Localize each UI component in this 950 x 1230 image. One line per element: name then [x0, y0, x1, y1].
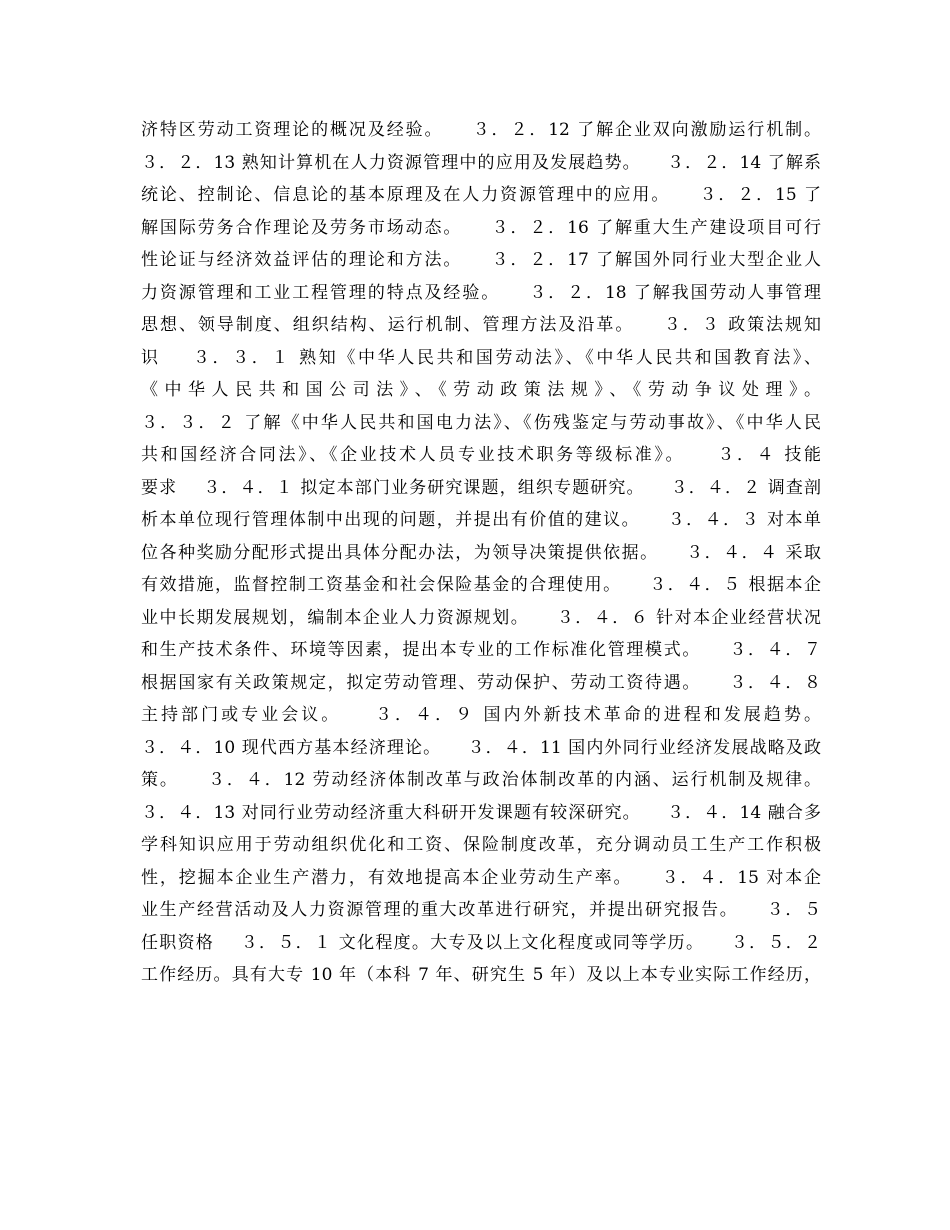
body-text [141, 114, 821, 992]
text-line: ３．４．10 现代西方基本经济理论。 ３．４．11 国内外同行业经济发展战略及政 [141, 737, 821, 758]
text-line: 析本单位现行管理体制中出现的问题，并提出有价值的建议。 ３．４．３ 对本单 [141, 510, 821, 530]
text-line: 性论证与经济效益评估的理论和方法。 ３．２．17 了解国外同行业大型企业人 [141, 250, 821, 270]
text-line: 业中长期发展规划，编制本企业人力资源规划。 ３．４．６ 针对本企业经营状况 [141, 607, 821, 628]
text-line: 有效措施，监督控制工资基金和社会保险基金的合理使用。 ３．４．５ 根据本企 [141, 575, 821, 595]
text-line: 思想、领导制度、组织结构、运行机制、管理方法及沿革。 ３．３ 政策法规知 [141, 315, 821, 335]
text-line: 工作经历。具有大专 10 年（本科 7 年、研究生 5 年）及以上本专业实际工作经历， [141, 965, 821, 985]
text-line: 主持部门或专业会议。 ３．４．９ 国内外新技术革命的进程和发展趋势。 [141, 705, 821, 725]
text-line: ３．３．２ 了解《中华人民共和国电力法》、《伤残鉴定与劳动事故》、《中华人民 [141, 412, 821, 433]
text-line: 任职资格 ３．５．１ 文化程度。大专及以上文化程度或同等学历。 ３．５．２ [141, 932, 821, 953]
text-line: 统论、控制论、信息论的基本原理及在人力资源管理中的应用。 ３．２．15 了 [141, 185, 821, 205]
text-line: 和生产技术条件、环境等因素，提出本专业的工作标准化管理模式。 ３．４．７ [141, 640, 821, 660]
text-line: ３．４．13 对同行业劳动经济重大科研开发课题有较深研究。 ３．４．14 融合多 [141, 802, 821, 823]
text-line: 学科知识应用于劳动组织优化和工资、保险制度改革，充分调动员工生产工作积极 [141, 835, 821, 855]
text-line: ３．２．13 熟知计算机在人力资源管理中的应用及发展趋势。 ３．２．14 了解系 [141, 152, 821, 173]
text-line: 性，挖掘本企业生产潜力，有效地提高本企业劳动生产率。 ３．４．15 对本企 [141, 867, 821, 888]
text-line: 要求 ３．４．１ 拟定本部门业务研究课题，组织专题研究。 ３．４．２ 调查剖 [141, 477, 821, 498]
text-line: 识 ３．３．１ 熟知《中华人民共和国劳动法》、《中华人民共和国教育法》、 [141, 347, 821, 368]
text-line: 业生产经营活动及人力资源管理的重大改革进行研究，并提出研究报告。 ３．５ [141, 900, 821, 920]
text-line: 位各种奖励分配形式提出具体分配办法，为领导决策提供依据。 ３．４．４ 采取 [141, 542, 821, 563]
text-line: 力资源管理和工业工程管理的特点及经验。 ３．２．18 了解我国劳动人事管理 [141, 282, 821, 303]
text-line: 策。 ３．４．12 劳动经济体制改革与政治体制改革的内涵、运行机制及规律。 [141, 770, 821, 790]
text-line: 共和国经济合同法》、《企业技术人员专业技术职务等级标准》。 ３．４ 技能 [141, 445, 821, 465]
text-line: 根据国家有关政策规定，拟定劳动管理、劳动保护、劳动工资待遇。 ３．４．８ [141, 672, 821, 693]
text-line: 《中华人民共和国公司法》、《劳动政策法规》、《劳动争议处理》。 [141, 380, 821, 400]
text-line: 解国际劳务合作理论及劳务市场动态。 ３．２．16 了解重大生产建设项目可行 [141, 217, 821, 238]
text-line: 济特区劳动工资理论的概况及经验。 ３．２．12 了解企业双向激励运行机制。 [141, 120, 821, 140]
